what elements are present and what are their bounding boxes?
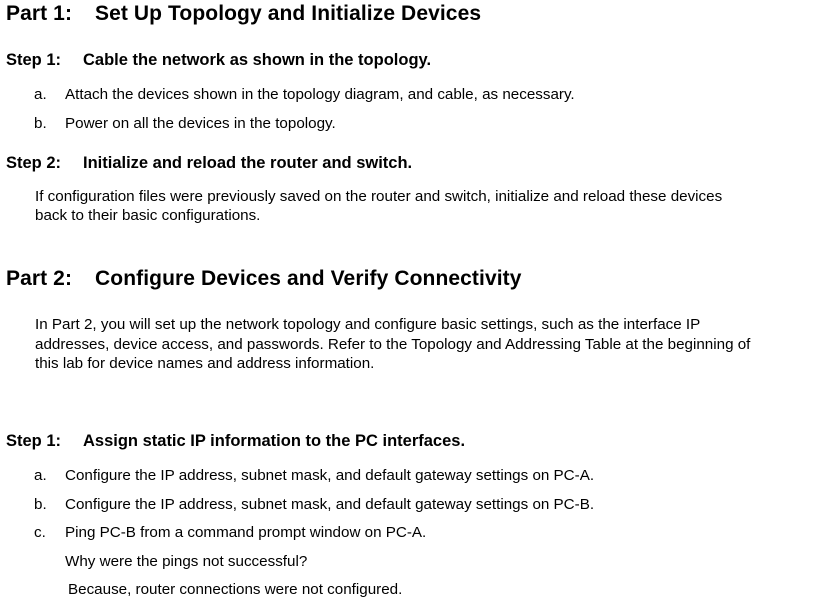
- part2-intro-line3: this lab for device names and address information.: [35, 355, 375, 372]
- list-item-text: Attach the devices shown in the topology diagram, and cable, as necessary.: [65, 86, 575, 103]
- list-item-text: Configure the IP address, subnet mask, and default gateway settings on PC-B.: [65, 496, 595, 513]
- part1-step2-number: Step 2:: [6, 154, 62, 172]
- part2-number: Part 2:: [6, 267, 73, 290]
- list-item-text: Configure the IP address, subnet mask, and default gateway settings on PC-A.: [65, 467, 595, 484]
- answer-text: Because, router connections were not configured.: [68, 581, 403, 598]
- list-item-text: Power on all the devices in the topology.: [65, 115, 336, 132]
- question-text: Why were the pings not successful?: [65, 553, 308, 570]
- part1-step2-heading: [6, 154, 412, 173]
- part2-heading: [6, 267, 522, 291]
- list-item-letter: a.: [34, 467, 47, 484]
- list-item: [34, 467, 594, 484]
- part2-intro-line1: In Part 2, you will set up the network topology and configure basic settings, such as the interface IP: [35, 316, 701, 333]
- part1-heading: [6, 2, 481, 26]
- list-item-letter: b.: [34, 496, 47, 513]
- list-item: [34, 524, 426, 541]
- part1-step1-title: Cable the network as shown in the topology.: [83, 51, 432, 69]
- part1-step1-number: Step 1:: [6, 51, 62, 69]
- part1-title: Set Up Topology and Initialize Devices: [95, 2, 482, 25]
- list-item: [34, 115, 336, 132]
- part1-step2-paragraph-line1: If configuration files were previously saved on the router and switch, initialize and reload these devices: [35, 188, 723, 205]
- list-item-letter: a.: [34, 86, 47, 103]
- part1-step2-title: Initialize and reload the router and switch.: [83, 154, 413, 172]
- part1-step2-paragraph-line2: back to their basic configurations.: [35, 207, 261, 224]
- part1-number: Part 1:: [6, 2, 73, 25]
- part2-title: Configure Devices and Verify Connectivity: [95, 267, 522, 290]
- part2-intro-line2: addresses, device access, and passwords. Refer to the Topology and Addressing Table at the beginning of: [35, 336, 751, 353]
- part2-step1-number: Step 1:: [6, 432, 62, 450]
- list-item-letter: b.: [34, 115, 47, 132]
- part2-step1-heading: [6, 432, 465, 451]
- list-item: [34, 496, 594, 513]
- part1-step1-heading: [6, 51, 431, 70]
- list-item: [34, 86, 575, 103]
- list-item-text: Ping PC-B from a command prompt window on PC-A.: [65, 524, 427, 541]
- list-item-letter: c.: [34, 524, 46, 541]
- part2-step1-title: Assign static IP information to the PC interfaces.: [83, 432, 466, 450]
